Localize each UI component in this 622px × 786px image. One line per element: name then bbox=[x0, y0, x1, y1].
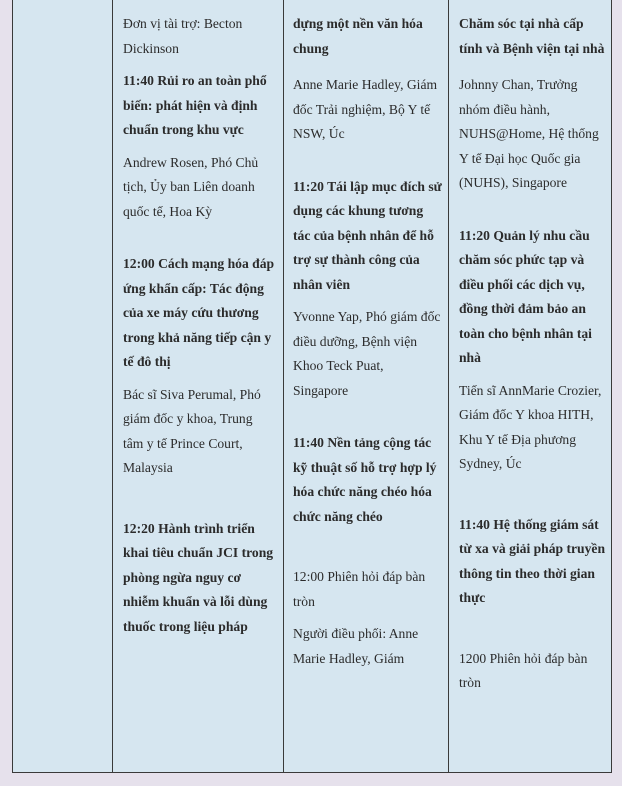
agenda-table bbox=[12, 0, 612, 773]
session-title: 11:20 Tái lập mục đích sử dụng các khung tương tác của bệnh nhân để hỗ trợ sự thành công của nhân viên bbox=[293, 178, 442, 292]
agenda-column-1 bbox=[112, 0, 283, 772]
sponsor-text: Đơn vị tài trợ: Becton Dickinson bbox=[123, 16, 243, 56]
session-speaker: Bác sĩ Siva Perumal, Phó giám đốc y khoa, Trung tâm y tế Prince Court, Malaysia bbox=[123, 386, 261, 475]
session-title-continued: Chăm sóc tại nhà cấp tính và Bệnh viện tại nhà bbox=[459, 16, 605, 56]
session-title: 1200 Phiên hỏi đáp bàn tròn bbox=[459, 650, 588, 690]
session-speaker: Andrew Rosen, Phó Chủ tịch, Ủy ban Liên doanh quốc tế, Hoa Kỳ bbox=[123, 154, 259, 219]
session-speaker: Yvonne Yap, Phó giám đốc điều dưỡng, Bệnh viện Khoo Teck Puat, Singapore bbox=[293, 309, 441, 398]
agenda-column-3 bbox=[448, 0, 611, 772]
session-title: 12:20 Hành trình triển khai tiêu chuẩn JCI trong phòng ngừa nguy cơ nhiễm khuẩn và lỗi dùng thuốc trong liệu pháp bbox=[123, 520, 274, 634]
session-title: 11:40 Hệ thống giám sát từ xa và giải pháp truyền thông tin theo thời gian thực bbox=[459, 516, 606, 605]
session-title: 12:00 Phiên hỏi đáp bàn tròn bbox=[293, 569, 426, 609]
session-title: 11:40 Nền tảng cộng tác kỹ thuật số hỗ trợ hợp lý hóa chức năng chéo hóa chức năng chéo bbox=[293, 435, 437, 524]
session-title: 12:00 Cách mạng hóa đáp ứng khẩn cấp: Tác động của xe máy cứu thương trong khả năng tiếp cận y tế đô thị bbox=[123, 256, 275, 369]
session-title: 11:20 Quản lý nhu cầu chăm sóc phức tạp và điều phối các dịch vụ, đồng thời đảm bảo an toàn cho bệnh nhân tại nhà bbox=[459, 227, 592, 365]
session-speaker: Anne Marie Hadley, Giám đốc Trải nghiệm, Bộ Y tế NSW, Úc bbox=[293, 77, 438, 141]
session-title: 11:40 Rủi ro an toàn phổ biến: phát hiện và định chuẩn trong khu vực bbox=[123, 73, 267, 137]
session-speaker: Johnny Chan, Trưởng nhóm điều hành, NUHS@Home, Hệ thống Y tế Đại học Quốc gia (NUHS), Singapore bbox=[459, 77, 599, 190]
session-speaker: Tiến sĩ AnnMarie Crozier, Giám đốc Y khoa HITH, Khu Y tế Địa phương Sydney, Úc bbox=[459, 382, 602, 471]
session-title-continued: dựng một nền văn hóa chung bbox=[293, 16, 423, 56]
agenda-column-2 bbox=[283, 0, 448, 772]
session-moderator: Người điều phối: Anne Marie Hadley, Giám bbox=[293, 626, 419, 666]
